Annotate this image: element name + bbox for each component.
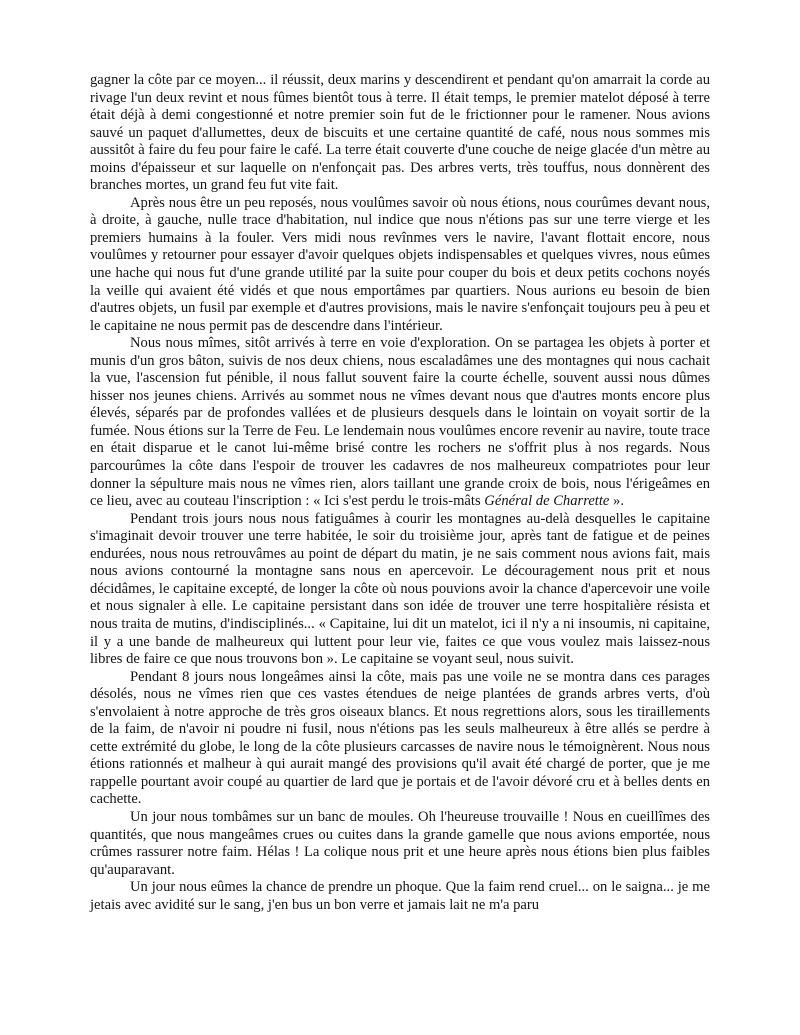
paragraph-7: Un jour nous eûmes la chance de prendre un phoque. Que la faim rend cruel... on le saigna... je me jetais avec avidité sur le sang, j'en bus un bon verre et jamais lait ne m'a paru: [90, 879, 710, 913]
ship-name: Général de Charrette: [484, 493, 610, 510]
paragraph-3: [90, 335, 710, 510]
paragraph-2: Après nous être un peu reposés, nous voulûmes savoir où nous étions, nous courûmes devant nous, à droite, à gauche, nulle trace d'habitation, nul indice que nous n'étions pas sur une terre vierge et les premiers humains à la fouler. Vers midi nous revînmes vers le navire, l'avant flottait encore, nous voulûmes y retourner pour essayer d'avoir quelques objets indispensables et quelques vivres, nous eûmes une hache qui nous fut d'une grande utilité par la suite pour couper du bois et deux petits cochons noyés la veille qui avaient été vidés et que nous emportâmes par quartiers. Nous aurions eu besoin de bien d'autres objets, un fusil par exemple et d'autres provisions, mais le navire s'enfonçait toujours peu à peu et le capitaine ne nous permit pas de descendre dans l'intérieur.: [90, 194, 710, 334]
paragraph-6: Un jour nous tombâmes sur un banc de moules. Oh l'heureuse trouvaille ! Nous en cueillîmes des quantités, que nous mangeâmes crues ou cuites dans la grande gamelle que nous avions emportée, nous crûmes rassurer notre faim. Hélas ! La colique nous prit et une heure après nous étions bien plus faibles qu'auparavant.: [90, 808, 710, 878]
paragraph-5: Pendant 8 jours nous longeâmes ainsi la côte, mais pas une voile ne se montra dans ces parages désolés, nous ne vîmes rien que ces vastes étendues de neige plantées de grands arbres verts, d'où s'envolaient à notre approche de très gros oiseaux blancs. Et nous regrettions alors, sous les tiraillements de la faim, de n'avoir ni poudre ni fusil, nous n'étions pas les seuls malheureux à être allés se perdre à cette extrémité du globe, le long de la côte plusieurs carcasses de navire nous le témoignèrent. Nous nous étions rationnés et malheur à qui aurait mangé des provisions qu'il avait été chargé de porter, que je me rappelle pourtant avoir coupé au quartier de lard que je portais et de l'avoir dévoré cru et à belles dents en cachette.: [90, 668, 710, 808]
paragraph-3-closing: ».: [609, 493, 624, 510]
paragraph-4: Pendant trois jours nous nous fatiguâmes à courir les montagnes au-delà desquelles le capitaine s'imaginait devoir trouver une terre habitée, le soir du troisième jour, après tant de fatigue et de peines endurées, nous nous retrouvâmes au point de départ du matin, je ne sais comment nous avions fait, mais nous avions contourné la montagne sans nous en apercevoir. Le découragement nous prit et nous décidâmes, le capitaine excepté, de longer la côte où nous pouvions avoir la chance d'apercevoir une voile et nous signaler à elle. Le capitaine persistant dans son idée de trouver une terre hospitalière résista et nous traita de mutins, d'indisciplinés... « Capitaine, lui dit un matelot, ici il n'y a ni insoumis, ni capitaine, il y a une bande de malheureux qui luttent pour leur vie, faites ce que vous voulez mais laissez-nous libres de faire ce que nous trouvons bon ». Le capitaine se voyant seul, nous suivit.: [90, 510, 710, 668]
paragraph-3-text: Nous nous mîmes, sitôt arrivés à terre en voie d'exploration. On se partagea les objets à porter et munis d'un gros bâton, suivis de nos deux chiens, nous escaladâmes une des montagnes qui nous cachait la vue, l'ascension fut pénible, il nous fallut souvent faire la courte échelle, souvent aussi nous dûmes hisser nos jeunes chiens. Arrivés au sommet nous ne vîmes devant nous que d'autres monts encore plus élevés, séparés par de profondes vallées et de plusieurs desquels dans le lointain on voyait sortir de la fumée. Nous étions sur la Terre de Feu. Le lendemain nous voulûmes encore revenir au navire, toute trace en était disparue et le canot lui-même brisé contre les rochers ne s'offrit plus à nos regards. Nous parcourûmes la côte dans l'espoir de trouver les cadavres de nos malheureux compatriotes pour leur donner la sépulture mais nous ne vîmes rien, alors taillant une grande croix de bois, nous l'érigeâmes en ce lieu, avec au couteau l'inscription : « Ici s'est perdu le trois-mâts: [90, 335, 710, 510]
paragraph-1: gagner la côte par ce moyen... il réussit, deux marins y descendirent et pendant qu'on amarrait la corde au rivage l'un deux revint et nous fûmes bientôt tous à terre. Il était temps, le premier matelot déposé à terre était déjà à demi congestionné et notre premier soin fut de le frictionner pour le ramener. Nous avions sauvé un paquet d'allumettes, deux de biscuits et une certaine quantité de café, nous nous sommes mis aussitôt à faire du feu pour faire le café. La terre était couverte d'une couche de neige glacée d'un mètre au moins d'épaisseur et sur laquelle on n'enfonçait pas. Des arbres verts, très touffus, nous donnèrent des branches mortes, un grand feu fut vite fait.: [90, 72, 710, 194]
document-page: [90, 72, 710, 914]
